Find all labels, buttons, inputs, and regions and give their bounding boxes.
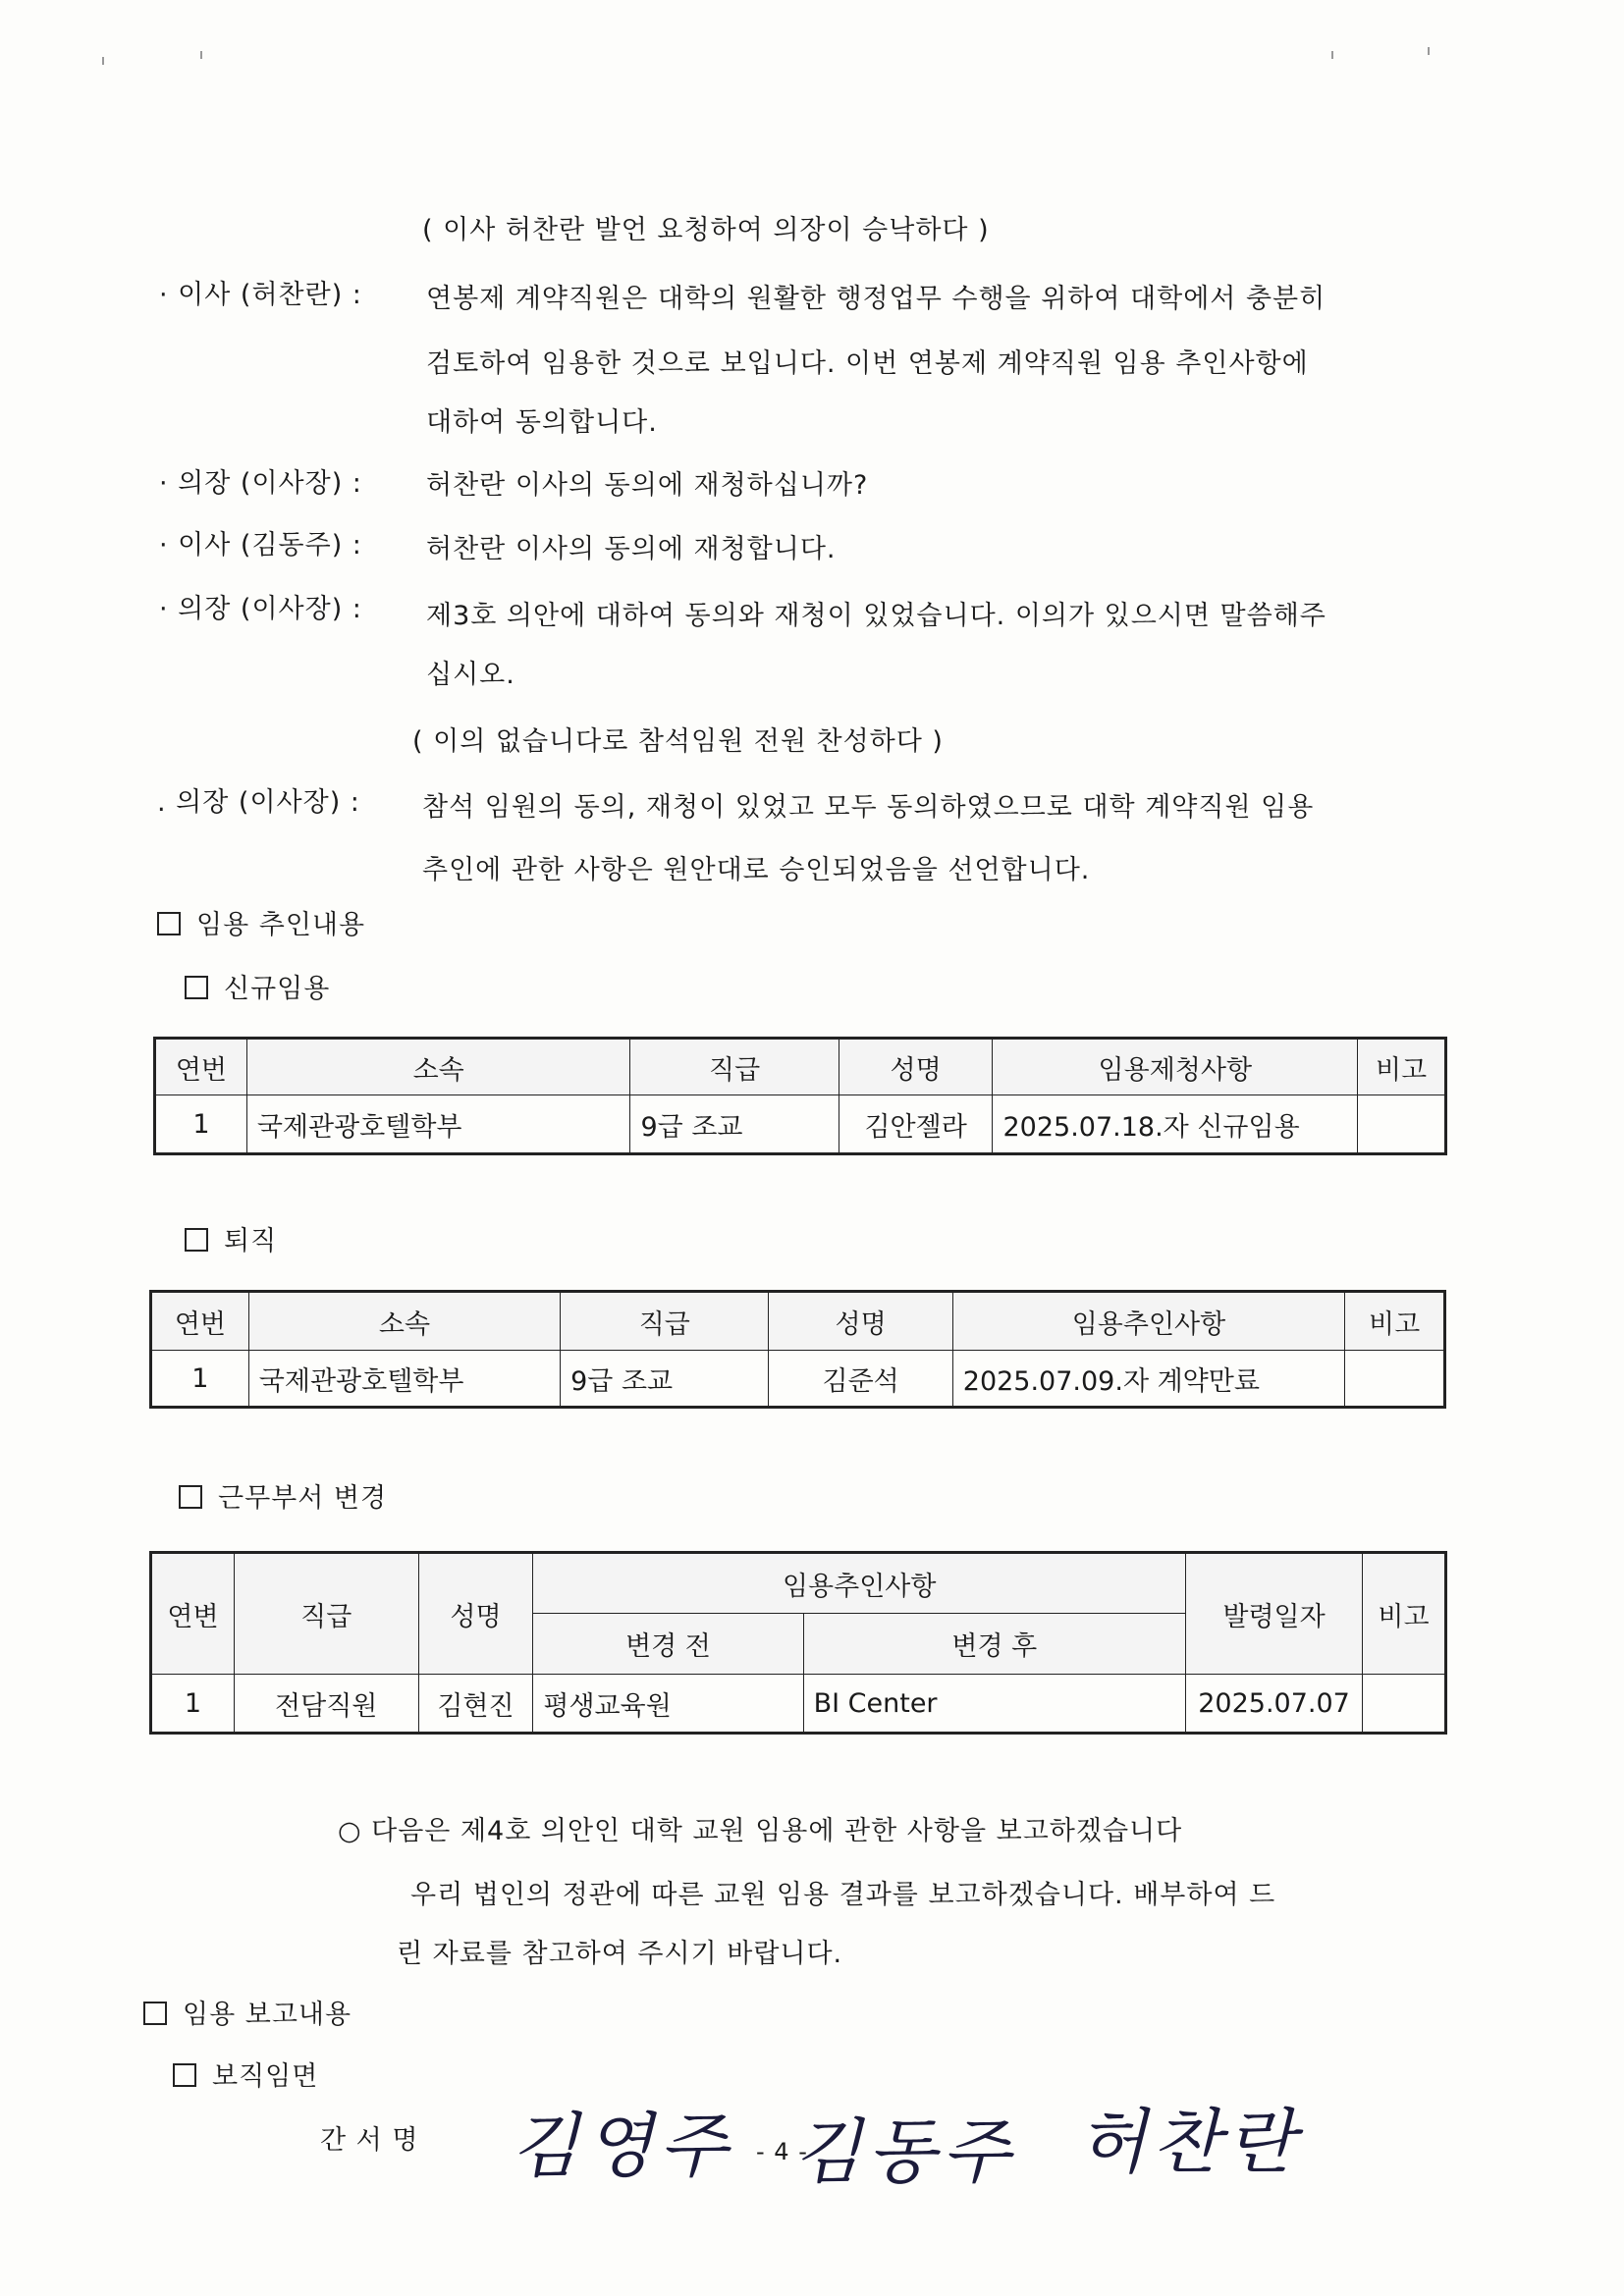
- cell-note: [1358, 1095, 1446, 1154]
- col-header: 비고: [1363, 1553, 1446, 1675]
- scan-mark: [1428, 47, 1430, 55]
- speech-line: 추인에 관한 사항은 원안대로 승인되었음을 선언합니다.: [422, 855, 1091, 885]
- cell-rank: 9급 조교: [561, 1351, 769, 1408]
- checkbox-icon: [179, 1485, 202, 1509]
- col-header: 직급: [630, 1039, 839, 1095]
- scan-mark: [1331, 51, 1333, 59]
- transfer-table: [149, 1551, 1447, 1735]
- col-header: 발령일자: [1186, 1553, 1363, 1675]
- page-number: - 4 -: [756, 2138, 808, 2165]
- speaker-label: · 이사 (허찬란) :: [159, 280, 362, 310]
- cell-no: 1: [151, 1351, 249, 1408]
- cell-detail: 2025.07.09.자 계약만료: [952, 1351, 1344, 1408]
- subsection-heading: 근무부서 변경: [179, 1476, 387, 1515]
- col-header: 연번: [151, 1292, 249, 1351]
- col-header: 성명: [769, 1292, 952, 1351]
- cell-name: 김안젤라: [839, 1095, 993, 1154]
- speaker-label: · 의장 (이사장) :: [159, 468, 362, 499]
- speech-line: 대하여 동의합니다.: [426, 407, 658, 438]
- col-header: 비고: [1345, 1292, 1445, 1351]
- col-header: 소속: [246, 1039, 630, 1095]
- col-header: 변경 후: [803, 1614, 1185, 1675]
- col-header: 연번: [155, 1039, 247, 1095]
- signature: 허찬란: [1078, 2101, 1301, 2183]
- col-header: 변경 전: [533, 1614, 803, 1675]
- note-line: ( 이사 허찬란 발언 요청하여 의장이 승낙하다 ): [422, 215, 990, 245]
- cell-rank: 전담직원: [234, 1675, 418, 1734]
- col-header-group: 임용추인사항: [533, 1553, 1186, 1614]
- speech-line: 참석 임원의 동의, 재청이 있었고 모두 동의하였으므로 대학 계약직원 임용: [422, 792, 1315, 823]
- col-header: 연변: [151, 1553, 235, 1675]
- cell-after: BI Center: [803, 1675, 1185, 1734]
- subsection-heading: 신규임용: [185, 967, 330, 1005]
- checkbox-icon: [185, 1228, 208, 1252]
- section-heading: 임용 추인내용: [157, 903, 365, 941]
- col-header: 임용추인사항: [952, 1292, 1344, 1351]
- cell-no: 1: [151, 1675, 235, 1734]
- speech-line: 허찬란 이사의 동의에 재청합니다.: [426, 534, 837, 564]
- section-heading: 임용 보고내용: [143, 1993, 352, 2031]
- cell-detail: 2025.07.18.자 신규임용: [993, 1095, 1358, 1154]
- cell-before: 평생교육원: [533, 1675, 803, 1734]
- cell-note: [1345, 1351, 1445, 1408]
- col-header: 비고: [1358, 1039, 1446, 1095]
- subsection-heading: 퇴직: [185, 1219, 277, 1257]
- cell-rank: 9급 조교: [630, 1095, 839, 1154]
- signature-label: 간 서 명: [320, 2125, 419, 2156]
- cell-note: [1363, 1675, 1446, 1734]
- speech-line: 검토하여 임용한 것으로 보입니다. 이번 연봉제 계약직원 임용 추인사항에: [426, 348, 1309, 379]
- cell-date: 2025.07.07: [1186, 1675, 1363, 1734]
- new-hire-table: [153, 1037, 1447, 1155]
- col-header: 성명: [418, 1553, 533, 1675]
- cell-name: 김준석: [769, 1351, 952, 1408]
- cell-no: 1: [155, 1095, 247, 1154]
- cell-dept: 국제관광호텔학부: [246, 1095, 630, 1154]
- speaker-label: · 이사 (김동주) :: [159, 530, 362, 561]
- checkbox-icon: [143, 2002, 167, 2025]
- cell-name: 김현진: [418, 1675, 533, 1734]
- col-header: 성명: [839, 1039, 993, 1095]
- report-line: 우리 법인의 정관에 따른 교원 임용 결과를 보고하겠습니다. 배부하여 드: [410, 1880, 1276, 1910]
- scan-mark: [200, 51, 202, 59]
- speech-line: 십시오.: [426, 660, 515, 690]
- report-line: 린 자료를 참고하여 주시기 바랍니다.: [397, 1939, 843, 1969]
- col-header: 소속: [248, 1292, 560, 1351]
- col-header: 직급: [234, 1553, 418, 1675]
- table-row: [151, 1675, 1446, 1734]
- speaker-label: . 의장 (이사장) :: [157, 787, 360, 818]
- speaker-label: · 의장 (이사장) :: [159, 594, 362, 624]
- table-row: [155, 1095, 1446, 1154]
- checkbox-icon: [173, 2063, 196, 2087]
- subsection-heading: 보직임면: [173, 2055, 318, 2093]
- table-row: [151, 1351, 1445, 1408]
- note-line: ( 이의 없습니다로 참석임원 전원 찬성하다 ): [412, 726, 944, 757]
- checkbox-icon: [185, 976, 208, 999]
- col-header: 직급: [561, 1292, 769, 1351]
- cell-dept: 국제관광호텔학부: [248, 1351, 560, 1408]
- report-line: ○ 다음은 제4호 의안인 대학 교원 임용에 관한 사항을 보고하겠습니다: [338, 1816, 1183, 1846]
- speech-line: 연봉제 계약직원은 대학의 원활한 행정업무 수행을 위하여 대학에서 충분히: [426, 284, 1326, 314]
- scan-mark: [102, 57, 104, 65]
- signature: 김동주: [793, 2110, 1016, 2193]
- checkbox-icon: [157, 912, 181, 935]
- speech-line: 허찬란 이사의 동의에 재청하십니까?: [426, 470, 869, 501]
- speech-line: 제3호 의안에 대하여 동의와 재청이 있었습니다. 이의가 있으시면 말씀해주: [426, 601, 1326, 631]
- col-header: 임용제청사항: [993, 1039, 1358, 1095]
- signature: 김영주: [511, 2105, 733, 2187]
- retire-table: [149, 1290, 1446, 1409]
